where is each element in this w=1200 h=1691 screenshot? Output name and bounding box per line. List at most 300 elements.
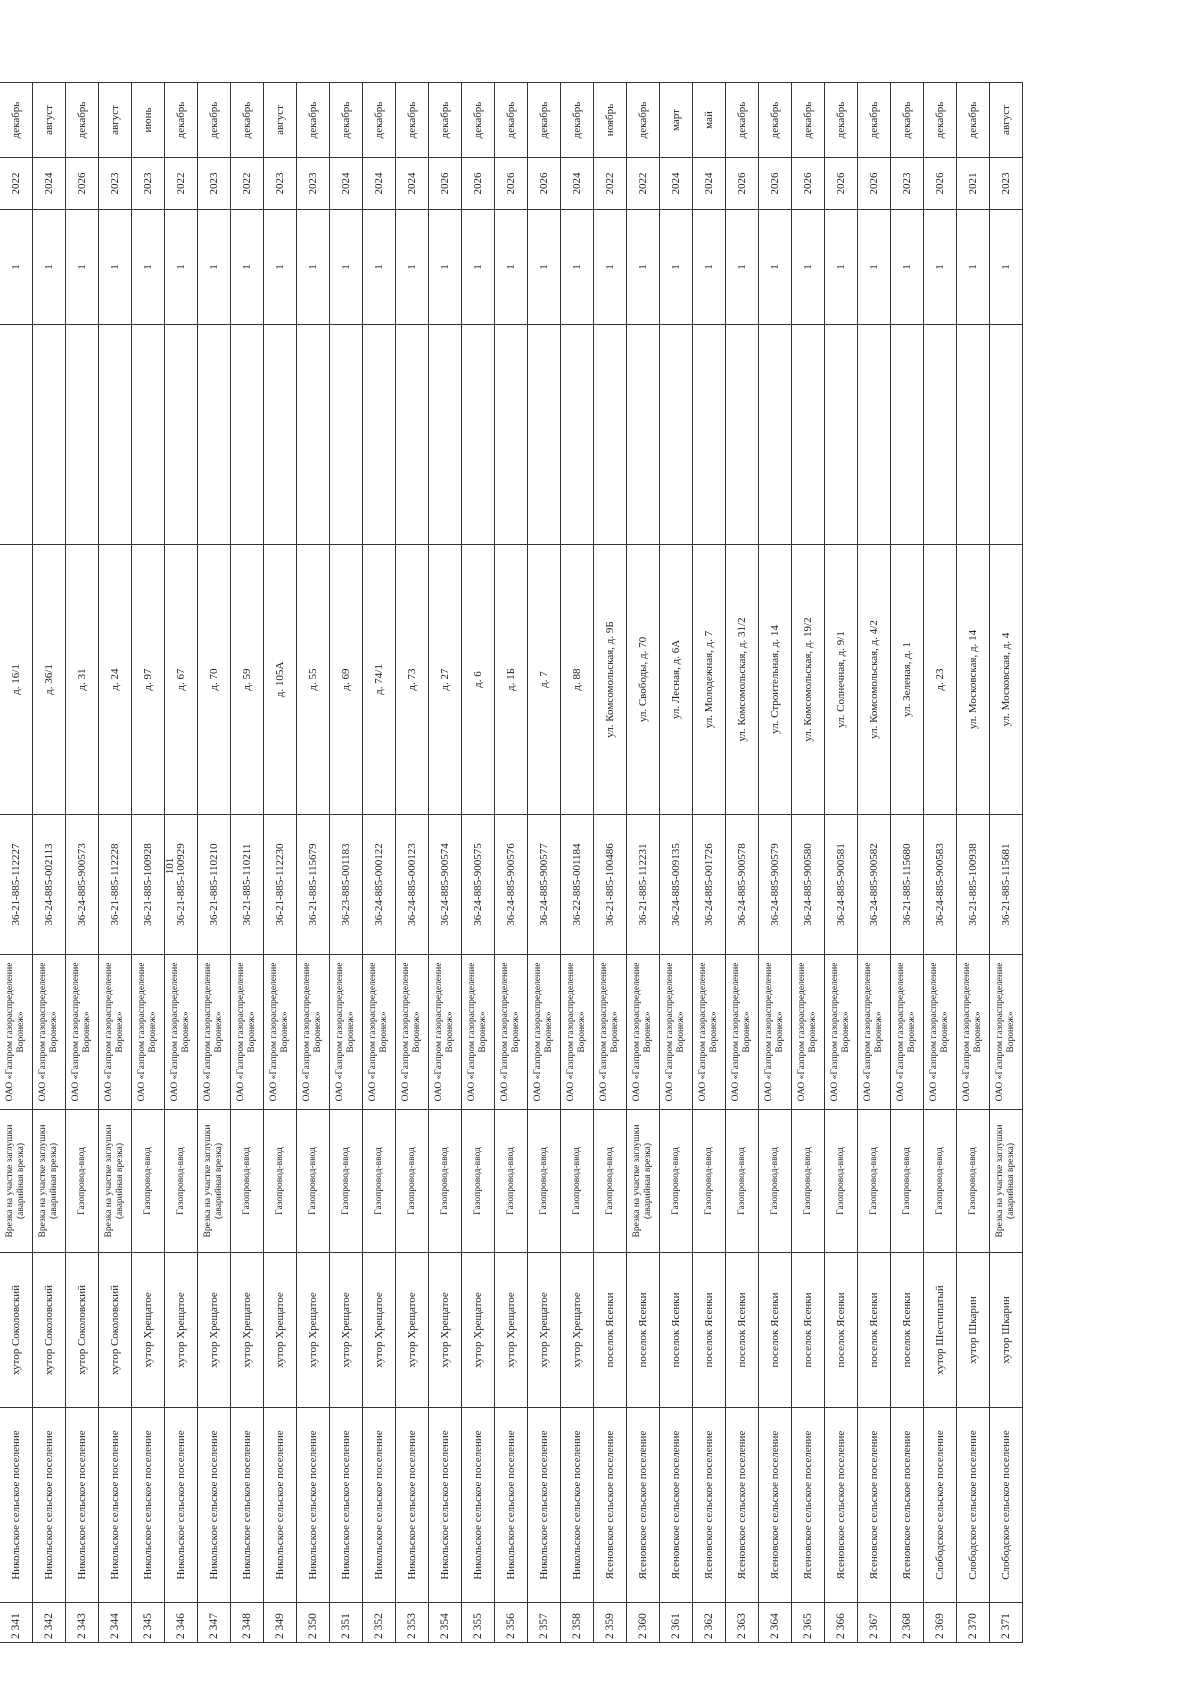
gas-objects-table: [0, 82, 1023, 1643]
locality-cell: хутор Хрещатое: [462, 1253, 495, 1408]
row-number-cell: 2 343: [66, 1603, 99, 1643]
object-type-cell: Газопровод-ввод: [924, 1110, 957, 1253]
object-code-cell: 36-24-885-900576: [495, 815, 528, 955]
table-row: [957, 83, 990, 1643]
settlement-cell: Никольское сельское поселение: [330, 1408, 363, 1603]
year-cell: 2026: [429, 158, 462, 210]
address-cell: д. 69: [330, 545, 363, 815]
locality-cell: поселок Ясенки: [891, 1253, 924, 1408]
year-cell: 2023: [99, 158, 132, 210]
row-number-cell: 2 344: [99, 1603, 132, 1643]
owner-cell: ОАО «Газпром газораспределение Воронеж»: [957, 955, 990, 1110]
row-number-cell: 2 362: [693, 1603, 726, 1643]
year-cell: 2024: [660, 158, 693, 210]
month-cell: декабрь: [528, 83, 561, 158]
owner-cell: ОАО «Газпром газораспределение Воронеж»: [264, 955, 297, 1110]
empty-cell: [66, 325, 99, 545]
object-type-cell: Врезка на участке заглушки (аварийная врезка): [990, 1110, 1023, 1253]
object-code-cell: 36-21-885-112230: [264, 815, 297, 955]
owner-cell: ОАО «Газпром газораспределение Воронеж»: [0, 955, 33, 1110]
settlement-cell: Ясеновское сельское поселение: [759, 1408, 792, 1603]
settlement-cell: Никольское сельское поселение: [165, 1408, 198, 1603]
empty-cell: [330, 325, 363, 545]
month-cell: август: [264, 83, 297, 158]
owner-cell: ОАО «Газпром газораспределение Воронеж»: [165, 955, 198, 1110]
object-code-cell: 36-24-885-900574: [429, 815, 462, 955]
empty-cell: [957, 325, 990, 545]
object-type-cell: Газопровод-ввод: [429, 1110, 462, 1253]
owner-cell: ОАО «Газпром газораспределение Воронеж»: [297, 955, 330, 1110]
quantity-cell: 1: [825, 210, 858, 325]
locality-cell: хутор Хрещатое: [297, 1253, 330, 1408]
address-cell: д. 36/1: [33, 545, 66, 815]
object-type-cell: Газопровод-ввод: [231, 1110, 264, 1253]
row-number-cell: 2 371: [990, 1603, 1023, 1643]
year-cell: 2021: [957, 158, 990, 210]
address-cell: д. 27: [429, 545, 462, 815]
table-row: [330, 83, 363, 1643]
month-cell: декабрь: [0, 83, 33, 158]
year-cell: 2022: [594, 158, 627, 210]
year-cell: 2022: [0, 158, 33, 210]
locality-cell: хутор Хрещатое: [528, 1253, 561, 1408]
object-code-cell: 36-24-885-900581: [825, 815, 858, 955]
table-row: [99, 83, 132, 1643]
owner-cell: ОАО «Газпром газораспределение Воронеж»: [33, 955, 66, 1110]
row-number-cell: 2 358: [561, 1603, 594, 1643]
object-type-cell: Газопровод-ввод: [594, 1110, 627, 1253]
table-row: [33, 83, 66, 1643]
object-type-cell: Газопровод-ввод: [792, 1110, 825, 1253]
object-code-cell: 36-21-885-115679: [297, 815, 330, 955]
object-code-cell: 36-21-885-112228: [99, 815, 132, 955]
empty-cell: [462, 325, 495, 545]
settlement-cell: Никольское сельское поселение: [462, 1408, 495, 1603]
locality-cell: хутор Соколовский: [33, 1253, 66, 1408]
object-code-cell: 36-21-885-100486: [594, 815, 627, 955]
address-cell: д. 16/1: [0, 545, 33, 815]
locality-cell: хутор Хрещатое: [165, 1253, 198, 1408]
address-cell: д. 55: [297, 545, 330, 815]
owner-cell: ОАО «Газпром газораспределение Воронеж»: [891, 955, 924, 1110]
row-number-cell: 2 359: [594, 1603, 627, 1643]
row-number-cell: 2 348: [231, 1603, 264, 1643]
locality-cell: хутор Хрещатое: [330, 1253, 363, 1408]
row-number-cell: 2 363: [726, 1603, 759, 1643]
address-cell: ул. Лесная, д. 6А: [660, 545, 693, 815]
row-number-cell: 2 342: [33, 1603, 66, 1643]
month-cell: декабрь: [792, 83, 825, 158]
settlement-cell: Никольское сельское поселение: [561, 1408, 594, 1603]
object-code-cell: 36-24-885-900577: [528, 815, 561, 955]
object-code-cell: 36-23-885-001183: [330, 815, 363, 955]
owner-cell: ОАО «Газпром газораспределение Воронеж»: [627, 955, 660, 1110]
owner-cell: ОАО «Газпром газораспределение Воронеж»: [132, 955, 165, 1110]
month-cell: декабрь: [858, 83, 891, 158]
owner-cell: ОАО «Газпром газораспределение Воронеж»: [825, 955, 858, 1110]
object-type-cell: Газопровод-ввод: [363, 1110, 396, 1253]
table-row: [792, 83, 825, 1643]
row-number-cell: 2 355: [462, 1603, 495, 1643]
table-row: [198, 83, 231, 1643]
quantity-cell: 1: [99, 210, 132, 325]
empty-cell: [990, 325, 1023, 545]
month-cell: декабрь: [297, 83, 330, 158]
object-type-cell: Газопровод-ввод: [528, 1110, 561, 1253]
year-cell: 2026: [495, 158, 528, 210]
object-code-cell: 36-24-885-900578: [726, 815, 759, 955]
object-code-cell: 36-24-885-900579: [759, 815, 792, 955]
empty-cell: [0, 325, 33, 545]
owner-cell: ОАО «Газпром газораспределение Воронеж»: [396, 955, 429, 1110]
month-cell: декабрь: [231, 83, 264, 158]
locality-cell: поселок Ясенки: [594, 1253, 627, 1408]
locality-cell: поселок Ясенки: [726, 1253, 759, 1408]
locality-cell: хутор Хрещатое: [132, 1253, 165, 1408]
table-row: [363, 83, 396, 1643]
month-cell: декабрь: [363, 83, 396, 158]
address-cell: ул. Московская, д. 4: [990, 545, 1023, 815]
locality-cell: поселок Ясенки: [759, 1253, 792, 1408]
month-cell: декабрь: [957, 83, 990, 158]
quantity-cell: 1: [297, 210, 330, 325]
row-number-cell: 2 365: [792, 1603, 825, 1643]
month-cell: декабрь: [627, 83, 660, 158]
month-cell: декабрь: [462, 83, 495, 158]
quantity-cell: 1: [891, 210, 924, 325]
quantity-cell: 1: [198, 210, 231, 325]
owner-cell: ОАО «Газпром газораспределение Воронеж»: [990, 955, 1023, 1110]
table-row: [132, 83, 165, 1643]
month-cell: декабрь: [924, 83, 957, 158]
page-number: 101: [164, 857, 176, 875]
owner-cell: ОАО «Газпром газораспределение Воронеж»: [924, 955, 957, 1110]
empty-cell: [132, 325, 165, 545]
table-row: [495, 83, 528, 1643]
settlement-cell: Никольское сельское поселение: [198, 1408, 231, 1603]
locality-cell: хутор Хрещатое: [396, 1253, 429, 1408]
object-code-cell: 36-21-885-115680: [891, 815, 924, 955]
object-type-cell: Газопровод-ввод: [957, 1110, 990, 1253]
object-code-cell: 36-24-885-000122: [363, 815, 396, 955]
object-type-cell: Врезка на участке заглушки (аварийная врезка): [198, 1110, 231, 1253]
quantity-cell: 1: [792, 210, 825, 325]
address-cell: д. 31: [66, 545, 99, 815]
address-cell: д. 24: [99, 545, 132, 815]
owner-cell: ОАО «Газпром газораспределение Воронеж»: [198, 955, 231, 1110]
address-cell: ул. Молодежная, д. 7: [693, 545, 726, 815]
row-number-cell: 2 367: [858, 1603, 891, 1643]
locality-cell: хутор Хрещатое: [363, 1253, 396, 1408]
year-cell: 2024: [33, 158, 66, 210]
quantity-cell: 1: [462, 210, 495, 325]
row-number-cell: 2 341: [0, 1603, 33, 1643]
settlement-cell: Ясеновское сельское поселение: [660, 1408, 693, 1603]
locality-cell: хутор Соколовский: [99, 1253, 132, 1408]
locality-cell: хутор Хрещатое: [264, 1253, 297, 1408]
row-number-cell: 2 345: [132, 1603, 165, 1643]
row-number-cell: 2 369: [924, 1603, 957, 1643]
table-row: [264, 83, 297, 1643]
locality-cell: поселок Ясенки: [693, 1253, 726, 1408]
address-cell: д. 105А: [264, 545, 297, 815]
object-type-cell: Врезка на участке заглушки (аварийная врезка): [99, 1110, 132, 1253]
table-row: [759, 83, 792, 1643]
row-number-cell: 2 361: [660, 1603, 693, 1643]
object-type-cell: Газопровод-ввод: [759, 1110, 792, 1253]
locality-cell: хутор Шестипатый: [924, 1253, 957, 1408]
settlement-cell: Ясеновское сельское поселение: [726, 1408, 759, 1603]
settlement-cell: Никольское сельское поселение: [33, 1408, 66, 1603]
table-row: [0, 83, 33, 1643]
empty-cell: [396, 325, 429, 545]
month-cell: март: [660, 83, 693, 158]
settlement-cell: Никольское сельское поселение: [66, 1408, 99, 1603]
object-code-cell: 36-24-885-900583: [924, 815, 957, 955]
empty-cell: [264, 325, 297, 545]
quantity-cell: 1: [594, 210, 627, 325]
owner-cell: ОАО «Газпром газораспределение Воронеж»: [66, 955, 99, 1110]
owner-cell: ОАО «Газпром газораспределение Воронеж»: [330, 955, 363, 1110]
row-number-cell: 2 366: [825, 1603, 858, 1643]
empty-cell: [792, 325, 825, 545]
quantity-cell: 1: [396, 210, 429, 325]
month-cell: декабрь: [330, 83, 363, 158]
empty-cell: [660, 325, 693, 545]
settlement-cell: Ясеновское сельское поселение: [693, 1408, 726, 1603]
year-cell: 2023: [198, 158, 231, 210]
empty-cell: [726, 325, 759, 545]
table-row: [924, 83, 957, 1643]
object-type-cell: Газопровод-ввод: [693, 1110, 726, 1253]
settlement-cell: Ясеновское сельское поселение: [594, 1408, 627, 1603]
row-number-cell: 2 370: [957, 1603, 990, 1643]
row-number-cell: 2 353: [396, 1603, 429, 1643]
month-cell: декабрь: [66, 83, 99, 158]
row-number-cell: 2 354: [429, 1603, 462, 1643]
table-row: [462, 83, 495, 1643]
row-number-cell: 2 356: [495, 1603, 528, 1643]
year-cell: 2022: [627, 158, 660, 210]
row-number-cell: 2 368: [891, 1603, 924, 1643]
address-cell: ул. Свободы, д. 70: [627, 545, 660, 815]
address-cell: ул. Комсомольская, д. 31/2: [726, 545, 759, 815]
object-code-cell: 36-21-885-100928: [132, 815, 165, 955]
year-cell: 2024: [561, 158, 594, 210]
settlement-cell: Слободское сельское поселение: [924, 1408, 957, 1603]
row-number-cell: 2 346: [165, 1603, 198, 1643]
row-number-cell: 2 349: [264, 1603, 297, 1643]
address-cell: ул. Зеленая, д. 1: [891, 545, 924, 815]
object-code-cell: 36-21-885-112231: [627, 815, 660, 955]
locality-cell: поселок Ясенки: [825, 1253, 858, 1408]
empty-cell: [594, 325, 627, 545]
settlement-cell: Никольское сельское поселение: [99, 1408, 132, 1603]
table-row: [528, 83, 561, 1643]
owner-cell: ОАО «Газпром газораспределение Воронеж»: [759, 955, 792, 1110]
object-type-cell: Врезка на участке заглушки (аварийная врезка): [33, 1110, 66, 1253]
settlement-cell: Никольское сельское поселение: [0, 1408, 33, 1603]
year-cell: 2022: [165, 158, 198, 210]
address-cell: ул. Московская, д. 14: [957, 545, 990, 815]
quantity-cell: 1: [759, 210, 792, 325]
empty-cell: [528, 325, 561, 545]
month-cell: август: [33, 83, 66, 158]
quantity-cell: 1: [561, 210, 594, 325]
empty-cell: [693, 325, 726, 545]
object-type-cell: Газопровод-ввод: [132, 1110, 165, 1253]
month-cell: декабрь: [198, 83, 231, 158]
owner-cell: ОАО «Газпром газораспределение Воронеж»: [231, 955, 264, 1110]
owner-cell: ОАО «Газпром газораспределение Воронеж»: [693, 955, 726, 1110]
object-type-cell: Газопровод-ввод: [462, 1110, 495, 1253]
object-type-cell: Врезка на участке заглушки (аварийная врезка): [0, 1110, 33, 1253]
owner-cell: ОАО «Газпром газораспределение Воронеж»: [495, 955, 528, 1110]
table-row: [594, 83, 627, 1643]
empty-cell: [561, 325, 594, 545]
year-cell: 2023: [297, 158, 330, 210]
object-type-cell: Газопровод-ввод: [66, 1110, 99, 1253]
table-row: [396, 83, 429, 1643]
table-row: [891, 83, 924, 1643]
empty-cell: [858, 325, 891, 545]
locality-cell: поселок Ясенки: [627, 1253, 660, 1408]
year-cell: 2024: [693, 158, 726, 210]
quantity-cell: 1: [528, 210, 561, 325]
row-number-cell: 2 352: [363, 1603, 396, 1643]
address-cell: д. 1Б: [495, 545, 528, 815]
owner-cell: ОАО «Газпром газораспределение Воронеж»: [561, 955, 594, 1110]
address-cell: ул. Строительная, д. 14: [759, 545, 792, 815]
address-cell: д. 88: [561, 545, 594, 815]
owner-cell: ОАО «Газпром газораспределение Воронеж»: [99, 955, 132, 1110]
year-cell: 2022: [231, 158, 264, 210]
settlement-cell: Ясеновское сельское поселение: [825, 1408, 858, 1603]
month-cell: декабрь: [396, 83, 429, 158]
quantity-cell: 1: [495, 210, 528, 325]
locality-cell: поселок Ясенки: [660, 1253, 693, 1408]
object-type-cell: Газопровод-ввод: [561, 1110, 594, 1253]
object-type-cell: Газопровод-ввод: [330, 1110, 363, 1253]
table-row: [231, 83, 264, 1643]
quantity-cell: 1: [330, 210, 363, 325]
year-cell: 2026: [726, 158, 759, 210]
table-row: [165, 83, 198, 1643]
year-cell: 2024: [396, 158, 429, 210]
locality-cell: хутор Шкарин: [990, 1253, 1023, 1408]
quantity-cell: 1: [33, 210, 66, 325]
settlement-cell: Никольское сельское поселение: [231, 1408, 264, 1603]
year-cell: 2024: [363, 158, 396, 210]
address-cell: д. 23: [924, 545, 957, 815]
quantity-cell: 1: [957, 210, 990, 325]
row-number-cell: 2 360: [627, 1603, 660, 1643]
object-type-cell: Газопровод-ввод: [495, 1110, 528, 1253]
empty-cell: [825, 325, 858, 545]
quantity-cell: 1: [990, 210, 1023, 325]
object-code-cell: 36-24-885-009135: [660, 815, 693, 955]
settlement-cell: Ясеновское сельское поселение: [792, 1408, 825, 1603]
address-cell: д. 97: [132, 545, 165, 815]
quantity-cell: 1: [858, 210, 891, 325]
object-type-cell: Газопровод-ввод: [165, 1110, 198, 1253]
empty-cell: [363, 325, 396, 545]
year-cell: 2026: [825, 158, 858, 210]
empty-cell: [33, 325, 66, 545]
object-type-cell: Газопровод-ввод: [858, 1110, 891, 1253]
locality-cell: поселок Ясенки: [792, 1253, 825, 1408]
month-cell: июнь: [132, 83, 165, 158]
table-row: [825, 83, 858, 1643]
address-cell: д. 67: [165, 545, 198, 815]
settlement-cell: Никольское сельское поселение: [132, 1408, 165, 1603]
locality-cell: поселок Ясенки: [858, 1253, 891, 1408]
month-cell: май: [693, 83, 726, 158]
year-cell: 2023: [990, 158, 1023, 210]
address-cell: ул. Солнечная, д. 9/1: [825, 545, 858, 815]
object-code-cell: 36-21-885-100929: [165, 815, 198, 955]
year-cell: 2026: [66, 158, 99, 210]
locality-cell: хутор Шкарин: [957, 1253, 990, 1408]
month-cell: декабрь: [495, 83, 528, 158]
object-type-cell: Газопровод-ввод: [891, 1110, 924, 1253]
empty-cell: [231, 325, 264, 545]
month-cell: декабрь: [726, 83, 759, 158]
month-cell: август: [990, 83, 1023, 158]
address-cell: ул. Комсомольская, д. 19/2: [792, 545, 825, 815]
quantity-cell: 1: [363, 210, 396, 325]
address-cell: д. 7: [528, 545, 561, 815]
settlement-cell: Никольское сельское поселение: [495, 1408, 528, 1603]
empty-cell: [759, 325, 792, 545]
settlement-cell: Ясеновское сельское поселение: [891, 1408, 924, 1603]
month-cell: декабрь: [561, 83, 594, 158]
locality-cell: хутор Хрещатое: [561, 1253, 594, 1408]
row-number-cell: 2 347: [198, 1603, 231, 1643]
owner-cell: ОАО «Газпром газораспределение Воронеж»: [726, 955, 759, 1110]
year-cell: 2023: [132, 158, 165, 210]
object-code-cell: 36-24-885-001726: [693, 815, 726, 955]
row-number-cell: 2 364: [759, 1603, 792, 1643]
quantity-cell: 1: [66, 210, 99, 325]
table-row: [429, 83, 462, 1643]
year-cell: 2026: [924, 158, 957, 210]
settlement-cell: Никольское сельское поселение: [363, 1408, 396, 1603]
owner-cell: ОАО «Газпром газораспределение Воронеж»: [594, 955, 627, 1110]
object-code-cell: 36-24-885-000123: [396, 815, 429, 955]
year-cell: 2024: [330, 158, 363, 210]
month-cell: декабрь: [165, 83, 198, 158]
empty-cell: [627, 325, 660, 545]
empty-cell: [297, 325, 330, 545]
object-type-cell: Газопровод-ввод: [726, 1110, 759, 1253]
rotated-page: [0, 53, 1159, 1643]
empty-cell: [429, 325, 462, 545]
row-number-cell: 2 350: [297, 1603, 330, 1643]
quantity-cell: 1: [660, 210, 693, 325]
settlement-cell: Ясеновское сельское поселение: [627, 1408, 660, 1603]
locality-cell: хутор Хрещатое: [429, 1253, 462, 1408]
table-row: [66, 83, 99, 1643]
empty-cell: [924, 325, 957, 545]
table-body: [0, 83, 1023, 1643]
owner-cell: ОАО «Газпром газораспределение Воронеж»: [792, 955, 825, 1110]
object-code-cell: 36-24-885-900575: [462, 815, 495, 955]
empty-cell: [165, 325, 198, 545]
object-type-cell: Газопровод-ввод: [660, 1110, 693, 1253]
month-cell: декабрь: [429, 83, 462, 158]
settlement-cell: Ясеновское сельское поселение: [858, 1408, 891, 1603]
